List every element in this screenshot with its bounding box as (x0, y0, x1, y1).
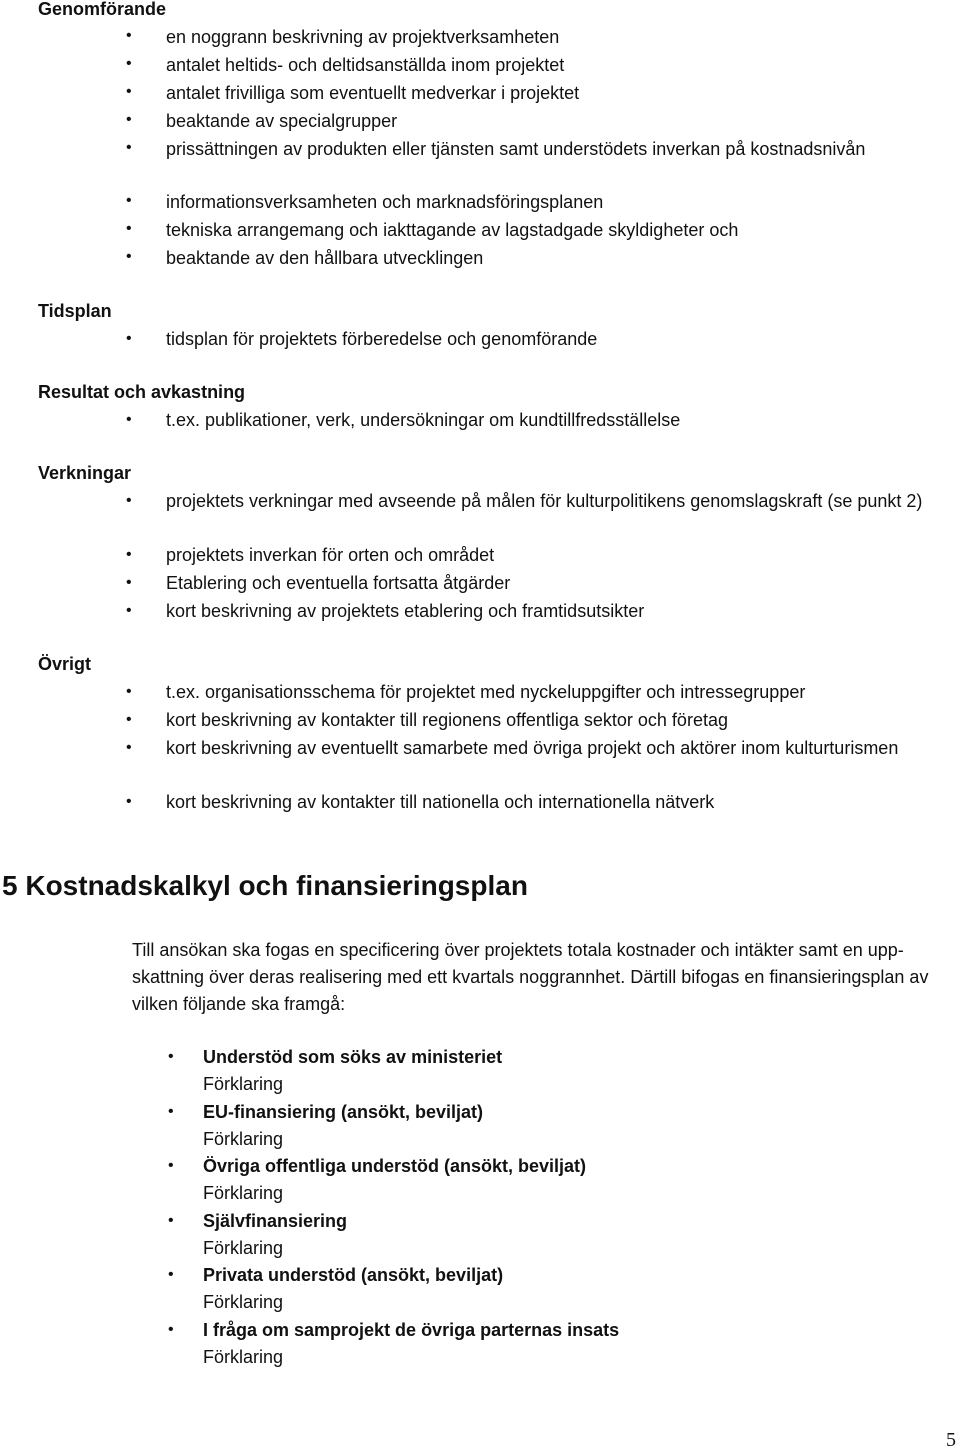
financing-item-title: EU-finansiering (ansökt, beviljat) (203, 1102, 484, 1122)
section-heading-ovrigt: Övrigt (38, 654, 92, 674)
bullet-dot: • (126, 739, 132, 756)
bullet-dot: • (126, 139, 132, 156)
page-number: 5 (946, 1429, 956, 1451)
financing-item-explanation: Förklaring (203, 1129, 284, 1149)
intro-paragraph: Till ansökan ska fogas en specificering över projektets totala kostnader och intäkter samt en upp-skattning över deras realisering med ett kvartals noggrannhet. Därtill bifogas en finansieringsplan av vilken följande ska framgå: (132, 940, 929, 1014)
list-item: beaktande av specialgrupper (166, 111, 398, 131)
list-item: prissättningen av produkten eller tjänsten samt understödets inverkan på kostnadsnivån (166, 139, 866, 159)
bullet-dot: • (126, 683, 132, 700)
bullet-dot: • (126, 492, 132, 509)
bullet-dot: • (126, 220, 132, 237)
section-heading-resultat: Resultat och avkastning (38, 382, 246, 402)
list-item: kort beskrivning av projektets etablering och framtidsutsikter (166, 601, 645, 621)
financing-item-explanation: Förklaring (203, 1347, 284, 1367)
financing-item-title: Självfinansiering (203, 1211, 348, 1231)
list-item: antalet frivilliga som eventuellt medverkar i projektet (166, 83, 580, 103)
list-item: en noggrann beskrivning av projektverksamheten (166, 27, 560, 47)
list-item: tekniska arrangemang och iakttagande av lagstadgade skyldigheter och (166, 220, 739, 240)
section-title-kostnadskalkyl: 5 Kostnadskalkyl och finansieringsplan (2, 870, 528, 901)
financing-item-explanation: Förklaring (203, 1183, 284, 1203)
bullet-dot: • (168, 1157, 174, 1174)
list-item: Etablering och eventuella fortsatta åtgärder (166, 573, 511, 593)
list-item: projektets inverkan för orten och området (166, 545, 495, 565)
bullet-dot: • (126, 411, 132, 428)
financing-item-title: Övriga offentliga understöd (ansökt, beviljat) (203, 1156, 587, 1176)
bullet-dot: • (126, 574, 132, 591)
list-item: t.ex. organisationsschema för projektet med nyckeluppgifter och intressegrupper (166, 682, 806, 702)
bullet-dot: • (126, 192, 132, 209)
financing-item-title: I fråga om samprojekt de övriga parternas insats (203, 1320, 620, 1340)
list-item: beaktande av den hållbara utvecklingen (166, 248, 484, 268)
financing-item-title: Privata understöd (ansökt, beviljat) (203, 1265, 504, 1285)
financing-item-explanation: Förklaring (203, 1292, 284, 1312)
bullet-dot: • (168, 1103, 174, 1120)
list-item: projektets verkningar med avseende på målen för kulturpolitikens genomslagskraft (se punkt 2) (166, 491, 923, 511)
bullet-dot: • (126, 793, 132, 810)
financing-item-title: Understöd som söks av ministeriet (203, 1047, 503, 1067)
list-item: kort beskrivning av kontakter till nationella och internationella nätverk (166, 792, 715, 812)
bullet-dot: • (126, 330, 132, 347)
bullet-dot: • (126, 602, 132, 619)
bullet-dot: • (168, 1266, 174, 1283)
list-item: tidsplan för projektets förberedelse och genomförande (166, 329, 598, 349)
section-heading-tidsplan: Tidsplan (38, 301, 112, 321)
bullet-dot: • (126, 546, 132, 563)
bullet-dot: • (126, 27, 132, 44)
bullet-dot: • (168, 1212, 174, 1229)
bullet-dot: • (126, 83, 132, 100)
section-heading-verkningar: Verkningar (38, 463, 132, 483)
financing-item-explanation: Förklaring (203, 1074, 284, 1094)
bullet-dot: • (168, 1048, 174, 1065)
list-item: antalet heltids- och deltidsanställda inom projektet (166, 55, 565, 75)
section-heading-genomforande: Genomförande (38, 0, 167, 19)
bullet-dot: • (168, 1321, 174, 1338)
bullet-dot: • (126, 711, 132, 728)
bullet-dot: • (126, 111, 132, 128)
list-item: informationsverksamheten och marknadsföringsplanen (166, 192, 604, 212)
list-item: kort beskrivning av kontakter till regionens offentliga sektor och företag (166, 710, 728, 730)
financing-item-explanation: Förklaring (203, 1238, 284, 1258)
list-item: kort beskrivning av eventuellt samarbete med övriga projekt och aktörer inom kulturturismen (166, 738, 899, 758)
bullet-dot: • (126, 248, 132, 265)
list-item: t.ex. publikationer, verk, undersökningar om kundtillfredsställelse (166, 410, 681, 430)
bullet-dot: • (126, 55, 132, 72)
